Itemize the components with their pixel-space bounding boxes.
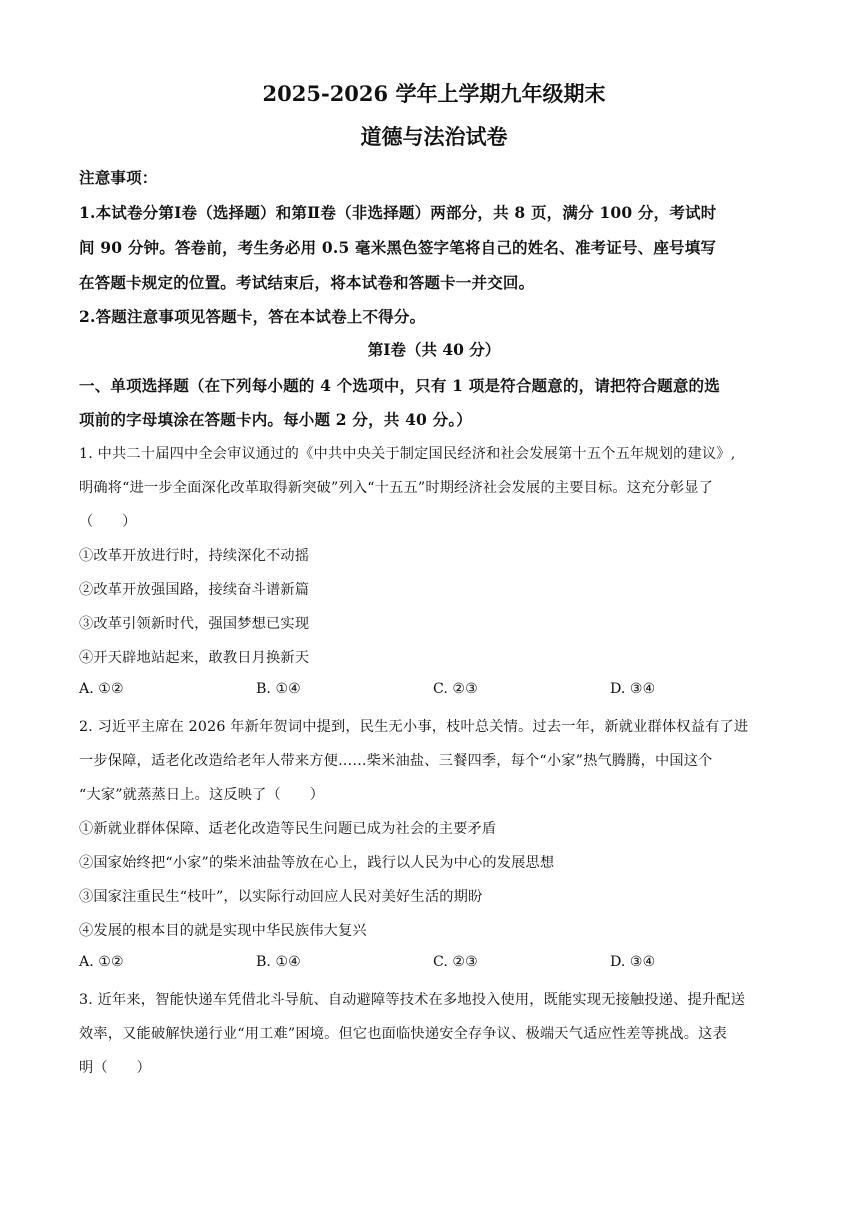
notice-item-1-line-2: 间 90 分钟。答卷前，考生务必用 0.5 毫米黑色签字笔将自己的姓名、准考证号、座号填写 [79, 238, 717, 257]
part1-heading: 第Ⅰ卷（共 40 分） [367, 340, 501, 359]
q1-statement-2: ②改革开放强国路，接续奋斗谱新篇 [79, 582, 310, 598]
q1-statement-1: ①改革开放进行时，持续深化不动摇 [79, 548, 310, 564]
q2-option-b[interactable]: B. ①④ [256, 954, 301, 970]
q1-stem-line-1: 1. 中共二十届四中全会审议通过的《中共中央关于制定国民经济和社会发展第十五个五年规划的建议》, [79, 446, 736, 462]
q2-option-c[interactable]: C. ②③ [433, 954, 478, 970]
q1-option-b[interactable]: B. ①④ [256, 681, 301, 697]
section1-instruction-line-2: 项前的字母填涂在答题卡内。每小题 2 分，共 40 分。） [79, 410, 472, 429]
q1-option-a[interactable]: A. ①② [79, 681, 124, 697]
exam-subject-title: 道德与法治试卷 [360, 124, 508, 149]
q3-stem-line-1: 3. 近年来，智能快递车凭借北斗导航、自动避障等技术在多地投入使用，既能实现无接触投递、提升配送 [79, 992, 746, 1008]
q2-option-d[interactable]: D. ③④ [610, 954, 656, 970]
notice-item-1-line-1: 1.本试卷分第Ⅰ卷（选择题）和第Ⅱ卷（非选择题）两部分，共 8 页，满分 100 分，考试时 [79, 203, 717, 222]
q1-statement-3: ③改革引领新时代，强国梦想已实现 [79, 616, 310, 632]
q2-statement-3: ③国家注重民生“枝叶”，以实际行动回应人民对美好生活的期盼 [79, 889, 483, 905]
notice-item-2: 2.答题注意事项见答题卡，答在本试卷上不得分。 [79, 307, 426, 326]
q1-option-c[interactable]: C. ②③ [433, 681, 478, 697]
q1-statement-4: ④开天辟地站起来，敢教日月换新天 [79, 650, 310, 666]
q2-stem-line-3: “大家”就蒸蒸日上。这反映了（ ） [79, 787, 325, 803]
q2-statement-1: ①新就业群体保障、适老化改造等民生问题已成为社会的主要矛盾 [79, 821, 497, 837]
section1-instruction-line-1: 一、单项选择题（在下列每小题的 4 个选项中，只有 1 项是符合题意的，请把符合题意的选 [79, 376, 720, 395]
notice-item-1-line-3: 在答题卡规定的位置。考试结束后，将本试卷和答题卡一并交回。 [79, 273, 535, 292]
q2-statement-4: ④发展的根本目的就是实现中华民族伟大复兴 [79, 923, 367, 939]
q2-statement-2: ②国家始终把“小家”的柴米油盐等放在心上，践行以人民为中心的发展思想 [79, 855, 555, 871]
exam-title: 2025-2026 学年上学期九年级期末 [262, 81, 606, 106]
q3-stem-line-3: 明（ ） [79, 1060, 151, 1076]
q1-stem-line-2: 明确将“进一步全面深化改革取得新突破”列入“十五五”时期经济社会发展的主要目标。这充分彰显了 [79, 480, 714, 496]
q2-option-a[interactable]: A. ①② [79, 954, 124, 970]
q1-option-d[interactable]: D. ③④ [610, 681, 656, 697]
q2-stem-line-1: 2. 习近平主席在 2026 年新年贺词中提到，民生无小事，枝叶总关情。过去一年，新就业群体权益有了进 [79, 719, 749, 735]
q1-answer-blank: （ ） [79, 514, 137, 530]
q3-stem-line-2: 效率，又能破解快递行业“用工难”困境。但它也面临快递安全存争议、极端天气适应性差等挑战。这表 [79, 1026, 727, 1042]
q2-stem-line-2: 一步保障，适老化改造给老年人带来方便……柴米油盐、三餐四季，每个“小家”热气腾腾，中国这个 [79, 753, 713, 769]
notice-heading: 注意事项： [79, 168, 158, 187]
